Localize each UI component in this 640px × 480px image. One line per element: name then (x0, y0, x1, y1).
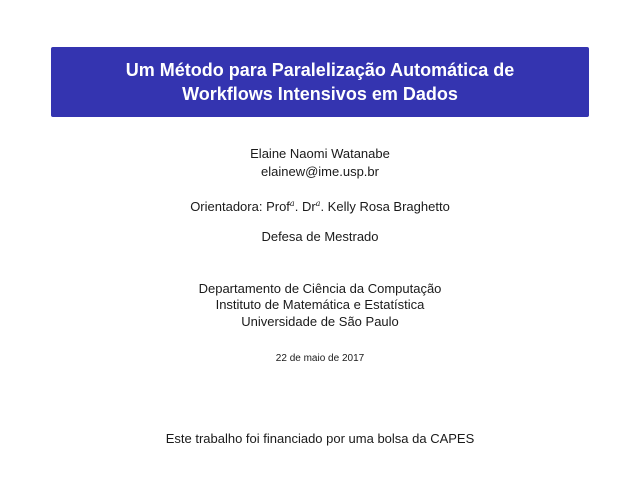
advisor-title-prof: Prof$^a$ (266, 199, 295, 214)
advisor-line: Orientadora: Prof$^a$. Dr$^a$. Kelly Rosa Braghetto (190, 199, 450, 214)
title-line-2: Workflows Intensivos em Dados (182, 84, 458, 104)
funding-note: Este trabalho foi financiado por uma bolsa da CAPES (165, 431, 475, 446)
title-banner (51, 47, 589, 117)
presentation-date: 22 de maio de 2017 (275, 353, 365, 364)
department: Departamento de Ciência da Computação (198, 281, 442, 296)
author-email: elainew@ime.usp.br (261, 164, 379, 179)
title-line-1: Um Método para Paralelização Automática de (125, 60, 515, 80)
advisor-name: Kelly Rosa Braghetto (327, 199, 450, 214)
institute: Instituto de Matemática e Estatística (215, 297, 425, 312)
advisor-label: Orientadora: (190, 199, 263, 214)
author-name: Elaine Naomi Watanabe (250, 146, 390, 161)
advisor-title-dr: Dr$^a$ (301, 199, 321, 214)
event-label: Defesa de Mestrado (261, 229, 379, 244)
university: Universidade de São Paulo (241, 314, 399, 329)
